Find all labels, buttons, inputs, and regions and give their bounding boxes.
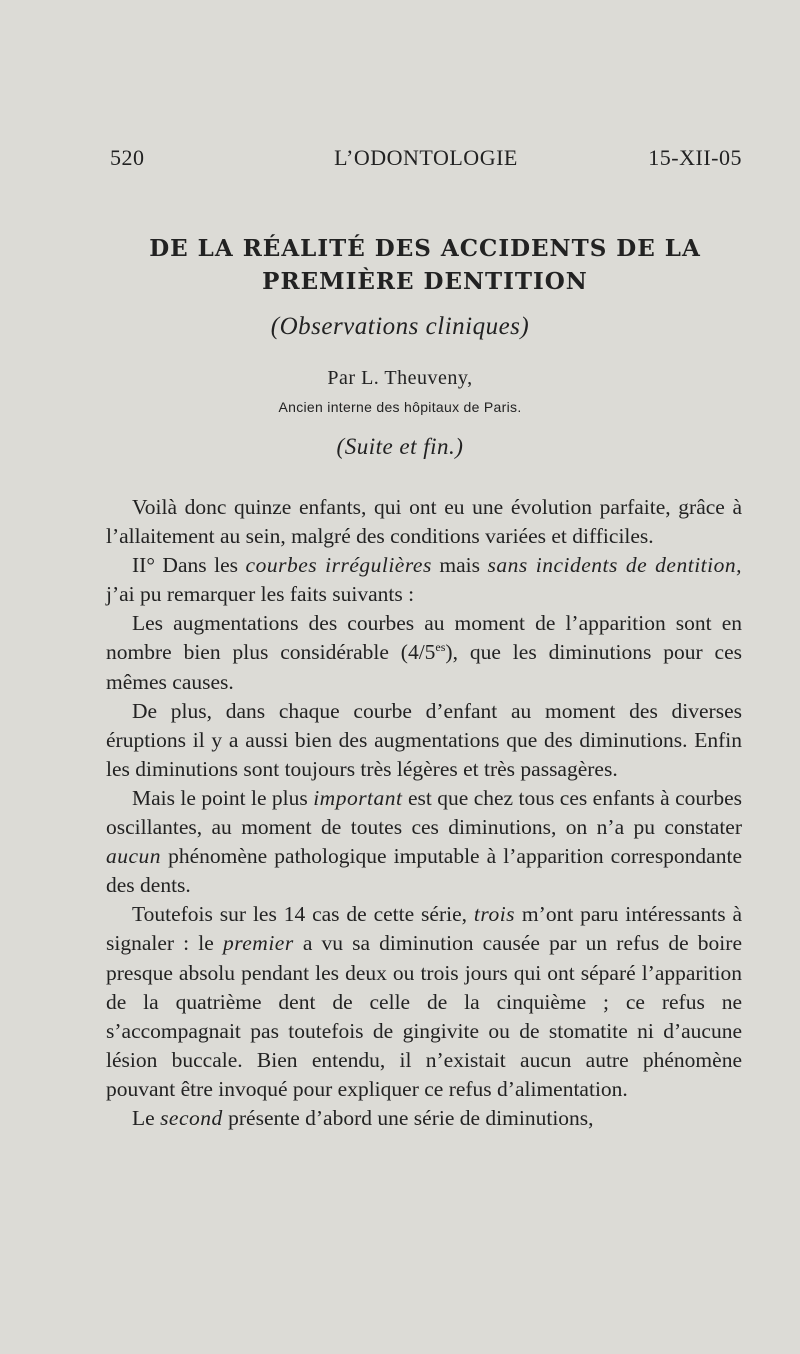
paragraph-6: Toutefois sur les 14 cas de cette série, trois m’ont paru intéressants à signaler : le premier a vu sa diminution causée par un refus de boire presque absolu pendant les deux ou trois jours qui ont séparé l’apparition de la quatrième dent de celle de la cinquième ; ce refus ne s’accompagnait pas toutefois de gingivite ou de stomatite ni d’aucune lésion buccale. Bien entendu, il n’existait aucun autre phénomène pouvant être invoqué pour expliquer ce refus d’alimentation. xyxy=(106,902,742,1101)
page-number: 520 xyxy=(110,145,145,170)
title-line-2: PREMIÈRE DENTITION xyxy=(262,268,588,295)
continuation-note: (Suite et fin.) xyxy=(336,434,464,459)
paragraph-3: Les augmentations des courbes au moment de l’apparition sont en nombre bien plus considérable $(4/5^{es})$, que les diminutions pour ces mêmes causes. xyxy=(106,611,742,694)
author-line: Par L. Theuveny, xyxy=(327,367,473,389)
issue-date: 15-XII-05 xyxy=(648,145,742,170)
paragraph-5: Mais le point le plus important est que chez tous ces enfants à courbes oscillantes, au moment de toutes ces diminutions, on n’a pu constater aucun phénomène pathologique imputable à l’apparition correspondante des dents. xyxy=(106,785,742,898)
paragraph-2: II° Dans les courbes irrégulières mais sans incidents de dentition, j’ai pu remarquer les faits suivants : xyxy=(106,553,742,607)
author-affiliation: Ancien interne des hôpitaux de Paris. xyxy=(278,399,522,415)
paragraph-4: De plus, dans chaque courbe d’enfant au moment des diverses éruptions il y a aussi bien des augmentations que des diminutions. Enfin les diminutions sont toujours très légères et très passagères. xyxy=(106,698,742,781)
paragraph-7: Le second présente d’abord une série de diminutions, xyxy=(132,1105,594,1130)
title-line-1: DE LA RÉALITÉ DES ACCIDENTS DE LA xyxy=(149,235,701,262)
running-header xyxy=(110,145,742,175)
article-subtitle: (Observations cliniques) xyxy=(270,313,530,340)
journal-name: L’ODONTOLOGIE xyxy=(334,145,518,170)
article-title xyxy=(100,232,750,298)
paragraph-1: Voilà donc quinze enfants, qui ont eu une évolution parfaite, grâce à l’allaitement au sein, malgré des conditions variées et difficiles. xyxy=(106,495,742,549)
article-body xyxy=(106,493,742,1133)
